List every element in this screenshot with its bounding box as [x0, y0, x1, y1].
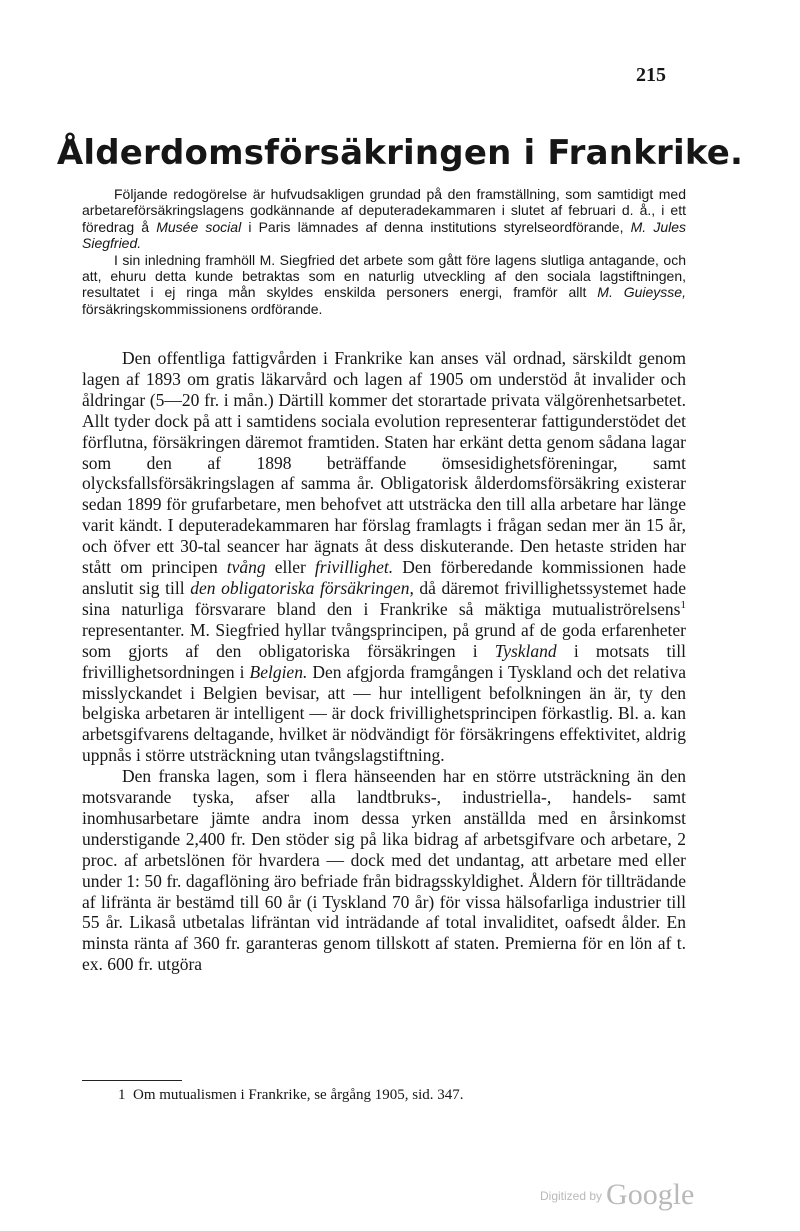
- emphasis-tyskland: Tyskland: [494, 640, 557, 661]
- footnote: [118, 1087, 464, 1104]
- emphasis-jules-siegfried: M. Jules Siegfried.: [82, 218, 687, 252]
- google-logo: Google: [606, 1178, 695, 1211]
- footnote-marker: 1: [118, 1087, 126, 1103]
- digitized-watermark: [540, 1178, 694, 1212]
- article-body: [82, 348, 686, 975]
- body-paragraph-1: Den offentliga fattigvården i Frankrike kan anses väl ordnad, särskildt genom lagen af 1893 om gratis läkarvård och lagen af 1905 om understöd åt invalider och åldringar (5—20 fr. i mån.) Därtill kommer det storartade privata välgörenhetsarbetet. Allt tyder dock på att i samtidens sociala evolution representerar fattigunderstödet det förflutna, försäkringen däremot framtiden. Staten har erkänt detta genom sådana lagar som den af 1898 beträffande ömsesidighetsföreningar, samt olycksfallsförsäkringslagen af samma år. Obligatorisk ålderdomsförsäkring existerar sedan 1899 för grufarbetare, men behofvet att utsträcka den till alla arbetare har länge varit kändt. I deputeradekammaren har förslag framlagts i frågan sedan mer än 15 år, och öfver ett 30-tal seancer har ägnats åt dess diskuterande. Den hetaste striden har stått om principen tvång eller frivillighet. Den förberedande kommissionen hade anslutit sig till den obligatoriska försäkringen, då däremot frivillighetssystemet hade sina naturliga försvarare bland den i Frankrike så mäktiga mutualiströrelsens$^1$ representanter. M. Siegfried hyllar tvångsprincipen, på grund af de goda erfarenheter som gjorts af den obligatoriska försäkringen i Tyskland i motsats till frivillighetsordningen i Belgien. Den afgjorda framgången i Tyskland och det relativa misslyckandet i Belgien bevisar, att — hur intelligent befolkningen än är, ty den belgiska arbetaren är intelligent — är dock frivillighetsprincipen förkastlig. Bl. a. kan arbetsgifvarens deltagande, hvilket är nödvändigt för försäkringens effektivitet, aldrig uppnås i större utsträckning utan tvångslagstiftning.: [82, 348, 687, 766]
- watermark-prefix: Digitized by: [540, 1189, 603, 1203]
- emphasis-obligatoriska: den obligatoriska försäkringen,: [190, 577, 414, 598]
- article-title: Ålderdomsförsäkringen i Frankrike.: [56, 133, 744, 173]
- emphasis-belgien: Belgien.: [249, 661, 308, 682]
- footnote-text: Om mutualismen i Frankrike, se årgång 1905, sid. 347.: [133, 1087, 464, 1103]
- intro-summary: [82, 186, 686, 317]
- emphasis-guieysse: M. Guieysse,: [597, 284, 686, 301]
- footnote-divider: [82, 1080, 182, 1081]
- intro-paragraph-2: I sin inledning framhöll M. Siegfried det arbete som gått före lagens slutliga antagande, och att, ehuru detta kunde betraktas som en naturlig utveckling af den sociala lagstiftningen, resultatet i ej ringa mån skyldes enskilda personers energi, framför allt M. Guieysse, försäkringskommissionens ordförande.: [82, 251, 686, 317]
- page-number: 215: [636, 64, 666, 86]
- footnote-reference: 1: [680, 599, 686, 612]
- emphasis-tvang: tvång: [226, 557, 266, 578]
- body-paragraph-2: Den franska lagen, som i flera hänseenden har en större utsträckning än den motsvarande tyska, afser alla landtbruks-, industriella-, handels- samt inomhusarbetare jämte andra inom dessa yrken anställda med en årsinkomst understigande 2,400 fr. Den stöder sig på lika bidrag af arbetsgifvare och arbetare, 2 proc. af arbetslönen för hvardera — dock med det undantag, att arbetare med eller under 1: 50 fr. dagaflöning äro befriade från bidragsskyldighet. Åldern för tillträdande af lifränta är bestämd till 60 år (i Tyskland 70 år) för vissa hälsofarliga industrier till 55 år. Likaså utbetalas lifräntan vid inträdande af total invaliditet, oafsedt ålder. En minsta ränta af 360 fr. garanteras genom tillskott af staten. Premierna för en lön af t. ex. 600 fr. utgöra: [82, 766, 686, 975]
- emphasis-frivillighet: frivillighet.: [314, 557, 394, 578]
- intro-paragraph-1: Följande redogörelse är hufvudsakligen grundad på den framställning, som samtidigt med arbetareförsäkringslagens godkännande af deputeradekammaren i slutet af februari d. å., i ett föredrag å Musée social i Paris lämnades af denna institutions styrelseordförande, M. Jules Siegfried.: [82, 186, 687, 252]
- emphasis-musee-social: Musée social: [156, 218, 242, 235]
